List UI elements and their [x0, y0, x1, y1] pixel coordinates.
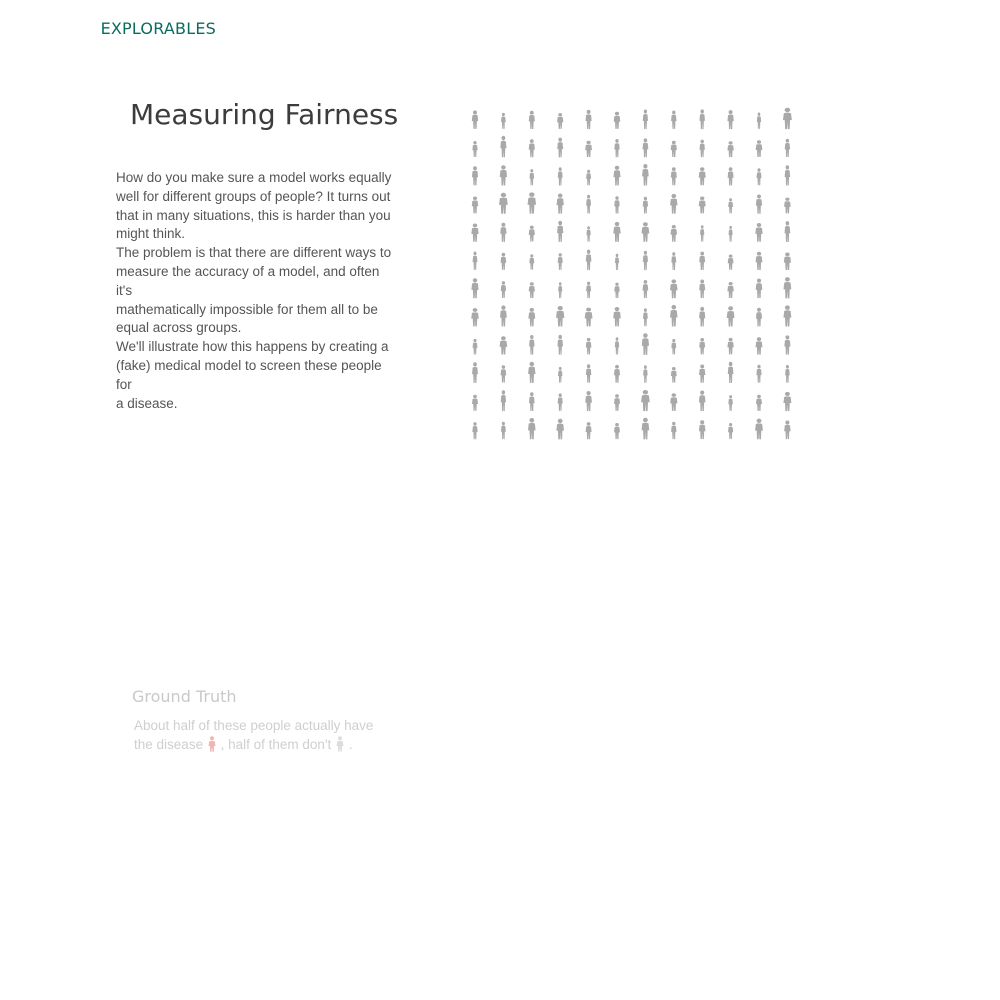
person-icon [642, 138, 648, 157]
person-icon [472, 141, 477, 157]
person-icon [643, 110, 648, 130]
person-icon [586, 422, 592, 439]
person-icon [500, 223, 506, 242]
person-icon [783, 277, 791, 298]
sentence-end: . [348, 737, 353, 752]
sick-person-icon [207, 736, 217, 752]
article-title: Measuring Fairness [130, 98, 399, 131]
person-icon [557, 194, 564, 214]
person-icon [586, 250, 592, 271]
person-icon [670, 305, 677, 327]
person-icon [558, 282, 562, 298]
person-icon [500, 336, 508, 354]
person-icon [755, 419, 763, 440]
person-icon [784, 198, 791, 214]
person-icon [755, 223, 762, 242]
person-icon [671, 111, 676, 129]
person-icon [556, 419, 564, 440]
person-icon [785, 365, 790, 383]
person-icon [642, 164, 649, 185]
person-icon [471, 278, 478, 298]
person-icon [558, 167, 563, 185]
person-icon [699, 280, 705, 299]
person-icon [783, 305, 791, 326]
person-icon [756, 308, 762, 327]
person-icon [558, 393, 563, 410]
person-icon [727, 282, 733, 298]
person-icon [615, 337, 619, 354]
person-icon [757, 168, 762, 185]
person-icon [613, 166, 620, 186]
person-icon [699, 252, 705, 270]
person-icon [501, 422, 506, 439]
person-icon [728, 395, 733, 411]
person-icon [785, 165, 791, 185]
person-icon [529, 282, 535, 298]
person-icon [757, 113, 761, 129]
person-icon [558, 253, 563, 270]
intro-paragraph [116, 169, 396, 413]
ground-truth-text [134, 716, 384, 754]
person-icon [558, 367, 562, 383]
person-icon [499, 193, 508, 214]
person-icon [473, 252, 478, 270]
person-icon [756, 195, 762, 214]
person-icon [671, 252, 676, 270]
person-icon [756, 365, 761, 383]
ground-truth-line-1: About half of these people actually have the [134, 718, 374, 752]
person-icon [641, 390, 650, 411]
intro-line: might think. [116, 226, 186, 242]
person-icon [529, 254, 534, 270]
person-icon [586, 338, 592, 355]
person-icon [586, 364, 591, 382]
person-icon [586, 226, 590, 241]
person-icon [529, 392, 535, 411]
person-icon [472, 422, 477, 439]
person-icon [501, 281, 506, 298]
person-icon [529, 169, 534, 185]
person-icon [756, 395, 762, 411]
person-icon [528, 418, 536, 439]
person-icon [699, 307, 705, 327]
person-icon [472, 111, 478, 129]
person-icon [756, 140, 763, 157]
person-icon [670, 393, 677, 411]
person-icon [472, 166, 478, 185]
person-icon [727, 110, 733, 129]
person-icon [614, 139, 619, 157]
person-icon [586, 195, 591, 214]
person-icon [614, 112, 621, 129]
person-icon [727, 306, 735, 326]
person-icon [557, 221, 563, 242]
person-icon [501, 390, 506, 411]
person-icon [728, 167, 734, 185]
intro-line: mathematically impossible for them all to be [116, 301, 378, 317]
intro-line: We'll illustrate how this happens by creating a [116, 339, 389, 355]
intro-line: well for different groups of people? It turns out [116, 188, 391, 204]
person-icon [614, 283, 619, 298]
person-icon [785, 139, 790, 157]
person-icon [728, 255, 734, 270]
person-icon [670, 194, 677, 214]
person-icon [556, 306, 564, 327]
intro-line: that in many situations, this is harder than you [116, 207, 391, 223]
person-icon [614, 365, 620, 383]
intro-line: (fake) medical model to screen these people for [116, 357, 382, 392]
person-icon [557, 138, 563, 158]
person-icon [727, 141, 733, 157]
person-icon [585, 391, 592, 411]
person-icon [642, 333, 649, 355]
person-icon [671, 422, 676, 439]
intro-line: equal across groups. [116, 320, 242, 336]
person-icon [557, 335, 563, 355]
person-icon [756, 337, 763, 354]
person-icon [671, 339, 676, 354]
intro-line: measure the accuracy of a model, and often it's [116, 263, 380, 298]
intro-line: The problem is that there are different ways to [116, 245, 392, 261]
person-icon [643, 280, 649, 298]
person-icon [784, 253, 791, 270]
person-icon [501, 365, 507, 382]
person-icon [529, 335, 534, 355]
person-icon [671, 141, 677, 157]
disease-label: disease [156, 737, 204, 752]
person-icon [501, 253, 507, 270]
person-icon [670, 279, 678, 298]
person-icon [783, 108, 792, 129]
person-icon [699, 338, 705, 354]
person-icon [528, 308, 535, 326]
person-icon [472, 395, 478, 411]
person-icon [529, 139, 535, 157]
person-icon [586, 170, 591, 186]
person-icon [699, 167, 706, 185]
person-icon [699, 197, 706, 214]
no-disease-label: , half of them don't [220, 737, 332, 752]
well-person-icon [335, 736, 345, 752]
site-logo[interactable]: EXPLORABLES [100, 19, 216, 38]
person-icon [500, 305, 507, 326]
person-icon [473, 339, 478, 355]
person-icon [699, 420, 706, 439]
person-icon [585, 308, 593, 327]
person-icon [614, 423, 620, 439]
person-icon [472, 362, 478, 383]
ground-truth-title: Ground Truth [132, 687, 237, 706]
person-icon [613, 307, 621, 326]
people-grid [465, 106, 801, 446]
person-icon [727, 338, 733, 355]
person-icon [643, 365, 647, 382]
person-icon [784, 421, 790, 440]
person-icon [614, 394, 620, 411]
person-icon [529, 226, 535, 242]
person-icon [471, 224, 478, 242]
person-icon [529, 111, 535, 129]
person-icon [699, 365, 705, 383]
person-icon [557, 113, 563, 129]
person-icon [728, 198, 733, 213]
person-icon [472, 197, 478, 214]
person-icon [699, 140, 704, 157]
person-icon [728, 423, 733, 439]
person-icon [500, 165, 507, 185]
person-icon [501, 113, 506, 129]
person-icon [614, 196, 619, 213]
person-icon [756, 252, 763, 270]
person-icon [699, 391, 706, 412]
person-icon [700, 225, 704, 241]
person-icon [586, 110, 592, 129]
person-icon [585, 141, 592, 157]
person-icon [785, 221, 791, 242]
intro-line: How do you make sure a model works equally [116, 170, 392, 185]
person-icon [729, 226, 733, 242]
person-icon [642, 418, 650, 440]
person-icon [643, 308, 648, 326]
person-icon [643, 251, 648, 270]
person-icon [471, 308, 479, 326]
intro-line: a disease. [116, 395, 178, 411]
person-icon [643, 197, 648, 214]
person-icon [756, 279, 763, 299]
person-icon [528, 192, 537, 213]
person-icon [586, 282, 591, 299]
person-icon [641, 222, 649, 242]
person-icon [671, 225, 678, 242]
person-icon [671, 167, 677, 185]
person-icon [784, 335, 790, 354]
person-icon [671, 367, 677, 383]
person-icon [783, 392, 791, 411]
person-icon [728, 362, 734, 383]
person-icon [615, 254, 619, 270]
person-icon [528, 362, 535, 383]
person-icon [699, 109, 705, 129]
person-icon [500, 136, 506, 157]
person-icon [613, 222, 620, 242]
